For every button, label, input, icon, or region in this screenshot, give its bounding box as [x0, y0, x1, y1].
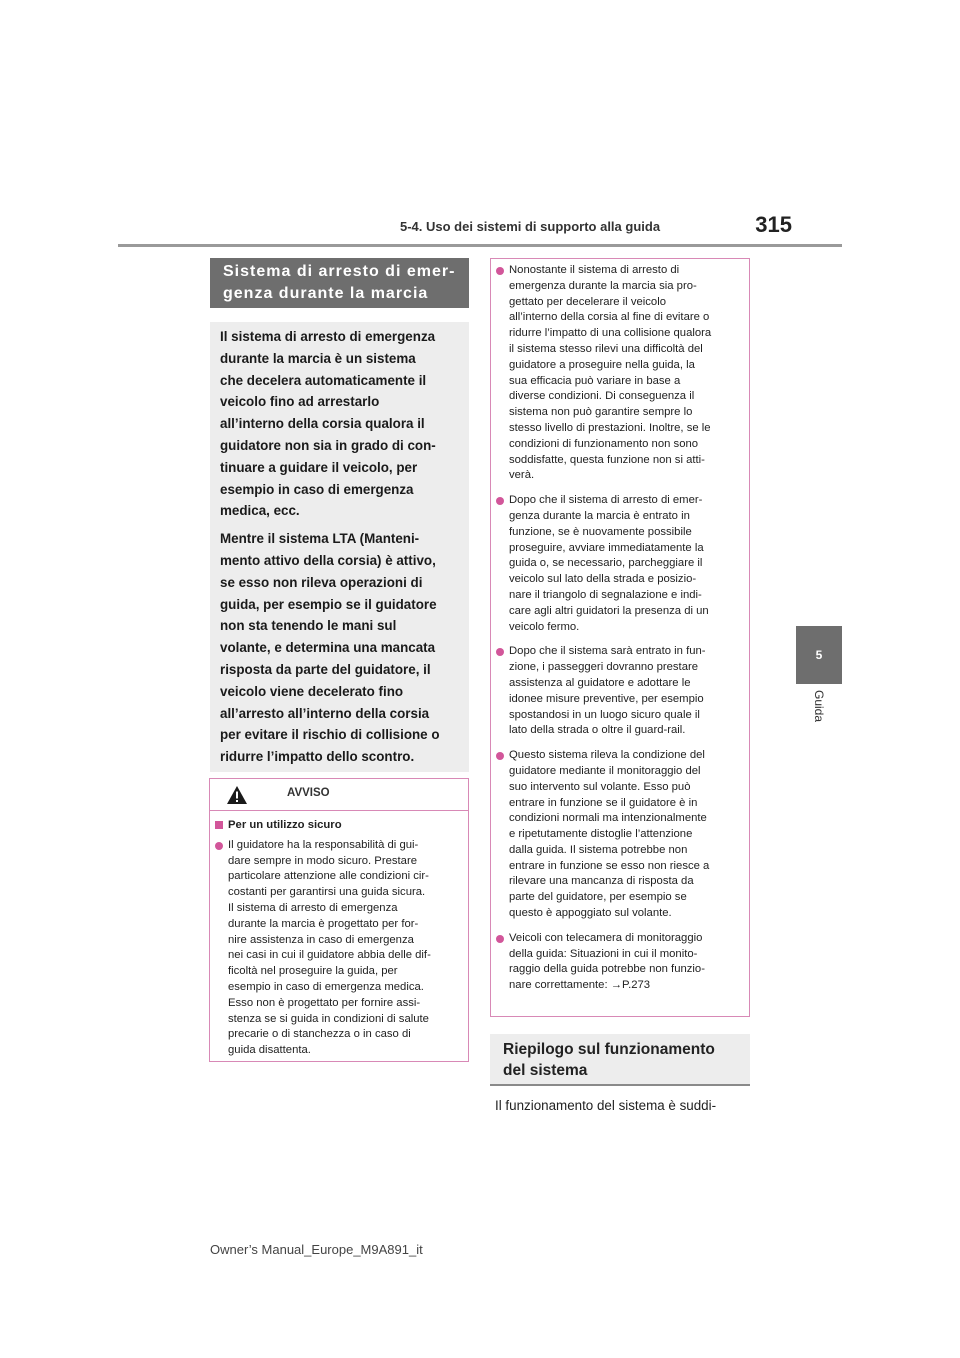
intro-paragraph — [220, 326, 469, 522]
text-line: care agli altri guidatori la presenza di un — [509, 604, 709, 617]
text-line: stesso livello di prestazioni. Inoltre, se le — [509, 421, 711, 434]
text-line: Mentre il sistema LTA (Manteni- — [220, 531, 420, 547]
text-line: Questo sistema rileva la condizione del — [509, 749, 705, 762]
warning-body — [210, 811, 468, 1059]
text-line: Il sistema di arresto di emergenza — [228, 901, 398, 914]
text-line: idonee misure preventive, per esempio — [509, 692, 704, 705]
text-line: e ripetutamente distoglie l’attenzione — [509, 828, 693, 841]
text-line: guidatore non sia in grado di con- — [220, 437, 436, 453]
text-line: guida disattenta. — [228, 1044, 311, 1057]
text-line: veicolo fino ad arrestarlo — [220, 394, 380, 410]
text-line: gettato per decelerare il veicolo — [509, 295, 666, 308]
note-text — [509, 748, 709, 922]
text-line: Esso non è progettato per fornire assi- — [228, 996, 421, 1009]
text-line: volante, e determina una mancata — [220, 640, 436, 656]
square-bullet-icon — [215, 821, 223, 829]
page-number: 315 — [755, 212, 792, 237]
text-line: ridurre l’impatto di una collisione qualora — [509, 327, 712, 340]
text-line: mento attivo della corsia) è attivo, — [220, 552, 436, 568]
text-line: medica, ecc. — [220, 503, 300, 519]
text-line: veicolo fermo. — [509, 620, 580, 633]
text-line: verà. — [509, 469, 535, 482]
text-line: nei casi in cui il guidatore abbia delle dif- — [228, 949, 431, 962]
text-line: ficoltà nel proseguire la guida, per — [228, 965, 398, 978]
round-bullet-icon — [496, 935, 504, 943]
warning-box — [209, 778, 469, 1062]
note-text — [509, 644, 706, 739]
text-line: all’interno della corsia al fine di evitare o — [509, 311, 710, 324]
text-line: costanti per garantirsi una guida sicura. — [228, 886, 426, 899]
text-line: proseguire, avviare immediatamente la — [509, 541, 704, 554]
text-line: ridurre l’impatto dello scontro. — [220, 749, 415, 765]
text-line: durante la marcia è un sistema — [220, 350, 416, 366]
text-line: Il sistema di arresto di emergenza — [220, 329, 436, 344]
text-line: Nonostante il sistema di arresto di — [509, 264, 680, 276]
text-line: Veicoli con telecamera di monitoraggio — [509, 931, 703, 944]
round-bullet-icon — [496, 648, 504, 656]
note-item — [496, 931, 741, 994]
text-line: questo è appoggiato sul volante. — [509, 907, 672, 920]
warning-header — [210, 779, 468, 811]
text-line: durante la marcia è progettato per for- — [228, 917, 419, 930]
warning-title: AVVISO — [287, 787, 330, 799]
text-line: il sistema stesso rilevi una difficoltà del — [509, 342, 703, 355]
note-item — [496, 748, 741, 922]
note-item — [496, 644, 741, 739]
manual-id-footer: Owner’s Manual_Europe_M9A891_it — [210, 1242, 423, 1257]
warning-subheading — [215, 818, 460, 834]
text-line: che decelera automaticamente il — [220, 372, 427, 388]
text-line: parte del guidatore, per esempio se — [509, 891, 687, 904]
round-bullet-icon — [496, 497, 504, 505]
text-line: emergenza durante la marcia sia pro- — [509, 279, 697, 292]
note-text — [509, 931, 705, 994]
text-line: tinuare a guidare il veicolo, per — [220, 459, 418, 475]
text-line: lato della strada o oltre il guard-rail. — [509, 724, 686, 737]
heading-line: Sistema di arresto di emer- — [223, 263, 456, 280]
heading-line: Riepilogo sul funzionamento — [503, 1041, 715, 1058]
intro-box — [210, 322, 469, 772]
note-text — [509, 493, 709, 635]
text-line: guidatore mediante il monitoraggio del — [509, 764, 701, 777]
text-line: sistema non può garantire sempre lo — [509, 406, 693, 419]
text-line: veicolo sul lato della strada e posizio- — [509, 573, 697, 586]
text-line: nire assistenza in caso di emergenza — [228, 933, 414, 946]
chapter-tab[interactable]: 5 — [796, 626, 842, 684]
text-line: particolare attenzione alle condizioni cir- — [228, 870, 429, 883]
section-heading-summary — [490, 1034, 750, 1086]
text-line: spostandosi in un luogo sicuro quale il — [509, 708, 700, 721]
note-item — [496, 263, 741, 484]
text-line: risposta da parte del guidatore, il — [220, 661, 431, 677]
text-line: condizioni normali ma intenzionalmente — [509, 812, 707, 825]
warning-bullet — [215, 838, 460, 1059]
text-line: non sta tenendo le mani sul — [220, 618, 397, 634]
text-line: condizioni di funzionamento non sono — [509, 437, 699, 450]
round-bullet-icon — [215, 842, 223, 850]
text-line: zione, i passeggeri dovranno prestare — [509, 661, 699, 674]
warning-bullet-text — [228, 838, 431, 1059]
notes-box — [490, 258, 750, 1017]
text-line: Il guidatore ha la responsabilità di gui- — [228, 838, 419, 851]
text-line: suo intervento sul volante. Esso può — [509, 780, 691, 793]
heading-line: genza durante la marcia — [223, 285, 429, 302]
text-line: rilevare una mancanza di risposta da — [509, 875, 694, 888]
text-line: guida, per esempio se il guidatore — [220, 596, 437, 612]
text-line: raggio della guida potrebbe non funzio- — [509, 963, 705, 976]
round-bullet-icon — [496, 267, 504, 275]
text-line: sua efficacia può variare in base a — [509, 374, 681, 387]
warning-triangle-icon — [226, 785, 248, 805]
text-line: genza durante la marcia è entrato in — [509, 509, 690, 522]
text-line: dalla guida. Il sistema potrebbe non — [509, 843, 688, 856]
text-line: guida o, se necessario, parcheggiare il — [509, 557, 703, 570]
text-line: entrare in funzione se il guidatore è in — [509, 796, 698, 809]
text-line: nare il triangolo di segnalazione e indi- — [509, 588, 702, 601]
intro-paragraph — [220, 528, 469, 768]
text-line: Dopo che il sistema di arresto di emer- — [509, 494, 703, 507]
header-rule — [118, 244, 842, 247]
text-line: all’interno della corsia qualora il — [220, 416, 425, 432]
section-heading-emergency-stop — [210, 258, 469, 308]
page-reference-link[interactable]: nare correttamente: →P.273 — [509, 979, 651, 992]
chapter-label: Guida — [812, 690, 826, 723]
text-line: per evitare il rischio di collisione o — [220, 727, 440, 743]
text-line: all’arresto all’interno della corsia — [220, 705, 430, 721]
warning-subheading-text: Per un utilizzo sicuro — [228, 819, 342, 831]
text-line: della guida: Situazioni in cui il monito- — [509, 947, 698, 960]
text-line: se esso non rileva operazioni di — [220, 574, 423, 590]
continuation-text: Il funzionamento del sistema è suddi- — [495, 1098, 717, 1113]
text-line: dare sempre in modo sicuro. Prestare — [228, 854, 417, 867]
text-line: stenza se si guida in condizioni di salute — [228, 1012, 429, 1025]
text-line: diverse condizioni. Di conseguenza il — [509, 390, 695, 403]
text-line: precarie o di stanchezza o in caso di — [228, 1028, 411, 1041]
text-line: guidatore a proseguire nella guida, la — [509, 358, 695, 371]
heading-line: del sistema — [503, 1062, 588, 1079]
section-title: 5-4. Uso dei sistemi di supporto alla guida — [400, 219, 661, 234]
text-line: funzione, se è nuovamente possibile — [509, 525, 692, 538]
round-bullet-icon — [496, 752, 504, 760]
text-line: veicolo viene decelerato fino — [220, 683, 404, 699]
note-text — [509, 263, 711, 484]
text-line: Dopo che il sistema sarà entrato in fun- — [509, 645, 706, 658]
text-line: soddisfatte, questa funzione non si atti- — [509, 453, 705, 466]
text-line: esempio in caso di emergenza — [220, 481, 414, 497]
text-line: entrare in funzione se esso non riesce a — [509, 859, 710, 872]
text-line: assistenza al guidatore e adottare le — [509, 676, 691, 689]
note-item — [496, 493, 741, 635]
text-line: esempio in caso di emergenza medica. — [228, 980, 424, 993]
